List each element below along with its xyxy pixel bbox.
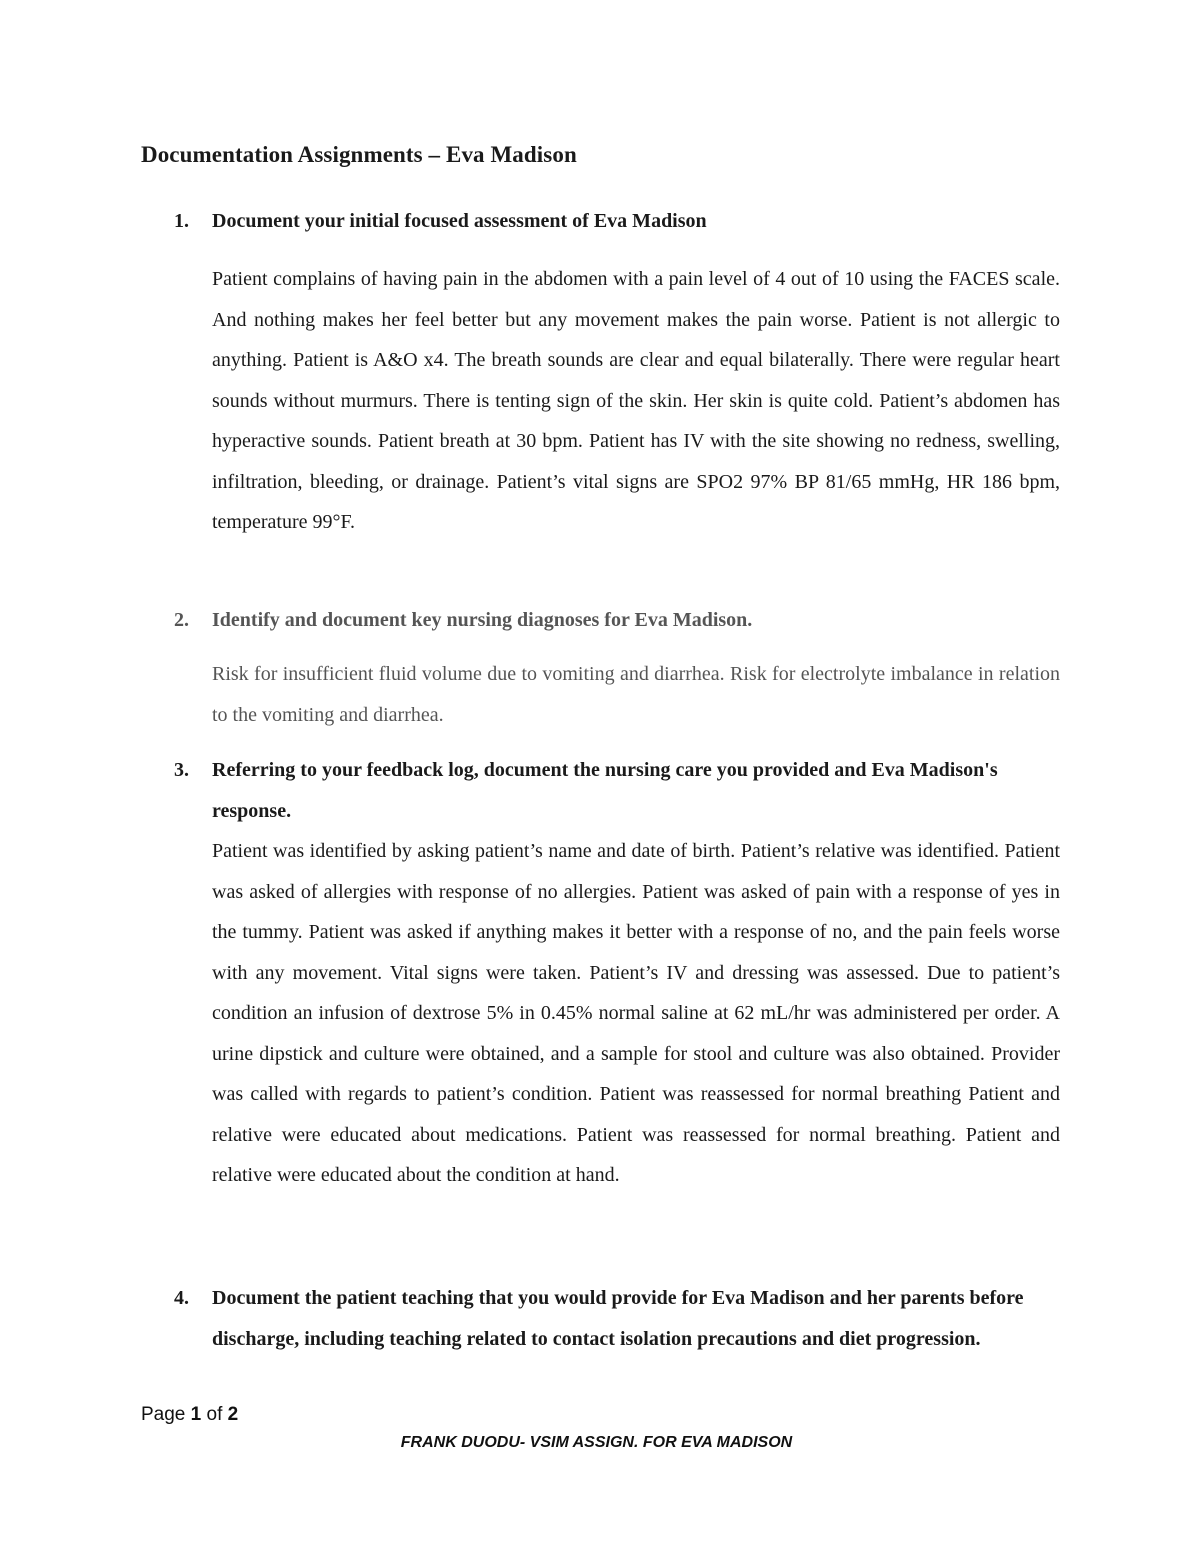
question-1-answer: Patient complains of having pain in the abdomen with a pain level of 4 out of 10 using the FACES scale. And nothing makes her feel better but any movement makes the pain worse. Patient is not allergic to anything. Patient is A&O x4. The breath sounds are clear and equal bilaterally. There were regular heart sounds without murmurs. There is tenting sign of the skin. Her skin is quite cold. Patient’s abdomen has hyperactive sounds. Patient breath at 30 bpm. Patient has IV with the site showing no redness, swelling, infiltration, bleeding, or drainage. Patient’s vital signs are SPO2 97% BP 81/65 mmHg, HR 186 bpm, temperature 99°F. [212,268,1060,533]
question-1-heading [174,201,1062,242]
question-1-text: Document your initial focused assessment of Eva Madison [212,210,707,232]
question-2-answer: Risk for insufficient fluid volume due to vomiting and diarrhea. Risk for electrolyte imbalance in relation to the vomiting and diarrhea. [212,663,1060,726]
page-current: 1 [190,1404,202,1425]
page-of: of [206,1404,223,1425]
document-title: Documentation Assignments – Eva Madison [141,142,577,167]
page-word: Page [141,1404,186,1425]
question-2-heading [174,600,1062,641]
page-total: 2 [227,1404,239,1425]
question-2-text: Identify and document key nursing diagnoses for Eva Madison. [212,609,753,631]
question-3-answer: Patient was identified by asking patient’s name and date of birth. Patient’s relative was identified. Patient was asked of allergies with response of no allergies. Patient was asked of pain with a response of yes in the tummy. Patient was asked if anything makes it better with a response of no, and the pain feels worse with any movement. Vital signs were taken. Patient’s IV and dressing was assessed. Due to patient’s condition an infusion of dextrose 5% in 0.45% normal saline at 62 mL/hr was administered per order. A urine dipstick and culture were obtained, and a sample for stool and culture was also obtained. Provider was called with regards to patient’s condition. Patient was reassessed for normal breathing Patient and relative were educated about medications. Patient was reassessed for normal breathing. Patient and relative were educated about the condition at hand. [212,840,1060,1186]
question-3-heading [174,750,1062,831]
question-3-number: 3. [174,759,189,781]
question-2-number: 2. [174,609,189,631]
footer-author-line: FRANK DUODU- VSIM ASSIGN. FOR EVA MADISON [400,1434,793,1451]
page-number [141,1404,238,1426]
question-4-heading [174,1278,1062,1359]
question-4-number: 4. [174,1287,189,1309]
question-4-text: Document the patient teaching that you would provide for Eva Madison and her parents before discharge, including teaching related to contact isolation precautions and diet progression. [212,1287,1024,1350]
question-1-number: 1. [174,210,189,232]
question-3-text: Referring to your feedback log, document the nursing care you provided and Eva Madison's response. [212,759,998,822]
